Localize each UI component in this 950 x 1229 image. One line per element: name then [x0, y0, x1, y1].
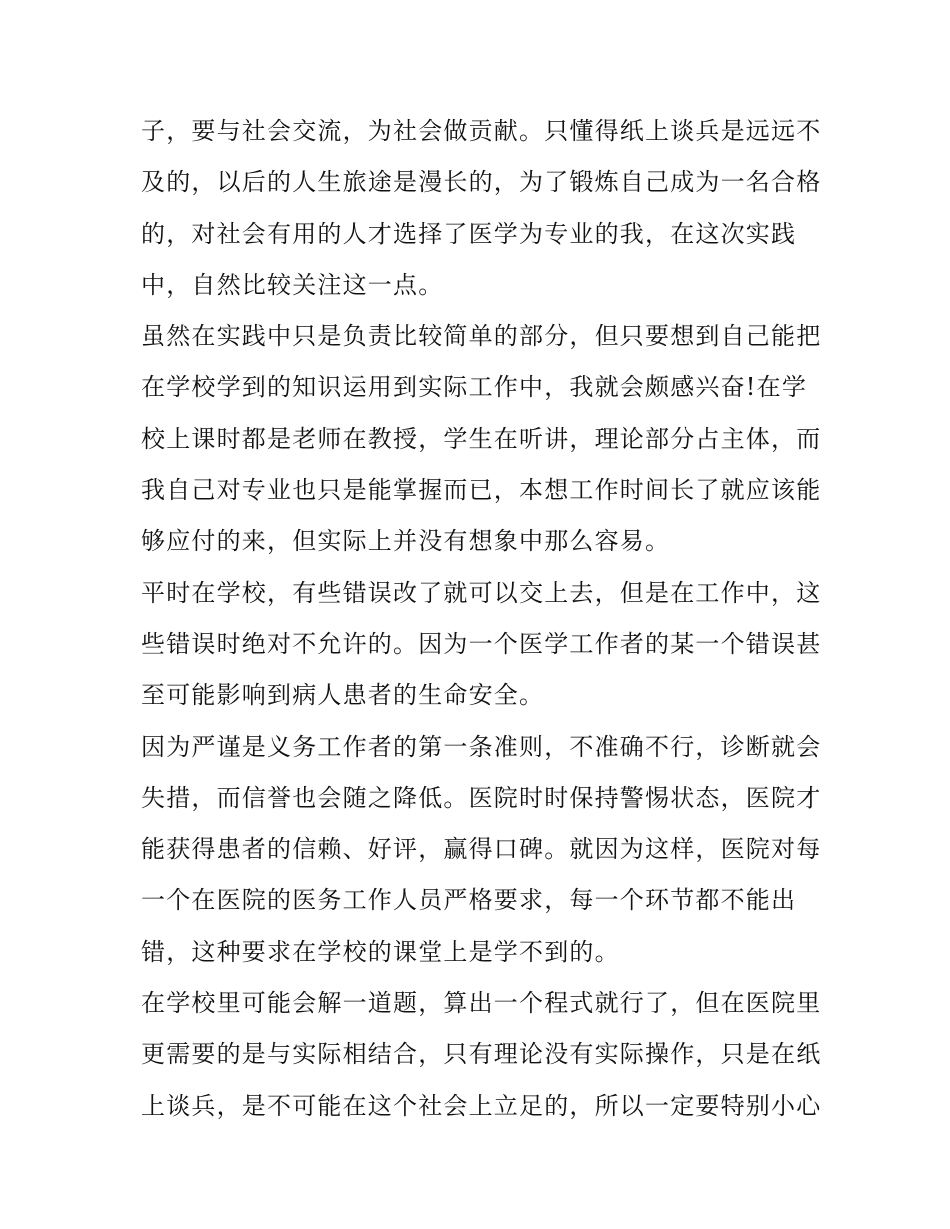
text-line: 我自己对专业也只是能掌握而已，本想工作时间长了就应该能 [141, 476, 822, 505]
text-line: 在学校里可能会解一道题，算出一个程式就行了，但在医院里 [141, 989, 822, 1018]
text-line: 失措，而信誉也会随之降低。医院时时保持警惕状态，医院才 [141, 783, 822, 812]
text-line: 些错误时绝对不允许的。因为一个医学工作者的某一个错误甚 [141, 629, 822, 658]
text-line: 够应付的来，但实际上并没有想象中那么容易。 [141, 527, 671, 556]
text-line: 能获得患者的信赖、好评，赢得口碑。就因为这样，医院对每 [141, 835, 822, 864]
text-line: 中，自然比较关注这一点。 [141, 270, 444, 299]
text-line: 平时在学校，有些错误改了就可以交上去，但是在工作中，这 [141, 578, 822, 607]
text-line: 子，要与社会交流，为社会做贡献。只懂得纸上谈兵是远远不 [141, 117, 822, 145]
text-line: 虽然在实践中只是负责比较简单的部分，但只要想到自己能把 [141, 322, 822, 351]
text-line: 的，对社会有用的人才选择了医学为专业的我，在这次实践 [141, 219, 797, 248]
text-line: 校上课时都是老师在教授，学生在听讲，理论部分占主体，而 [141, 424, 822, 453]
text-line: 错，这种要求在学校的课堂上是学不到的。 [141, 937, 620, 966]
text-line: 在学校学到的知识运用到实际工作中，我就会颇感兴奋!在学 [141, 373, 808, 402]
text-line: 一个在医院的医务工作人员严格要求，每一个环节都不能出 [141, 886, 797, 915]
text-line: 上谈兵，是不可能在这个社会上立足的，所以一定要特别小心 [141, 1091, 822, 1120]
text-line: 及的，以后的人生旅途是漫长的，为了锻炼自己成为一名合格 [141, 168, 822, 197]
body-text [141, 106, 821, 1132]
text-line: 至可能影响到病人患者的生命安全。 [141, 681, 545, 710]
text-line: 因为严谨是义务工作者的第一条准则，不准确不行，诊断就会 [141, 732, 822, 761]
text-line: 更需要的是与实际相结合，只有理论没有实际操作，只是在纸 [141, 1040, 822, 1069]
